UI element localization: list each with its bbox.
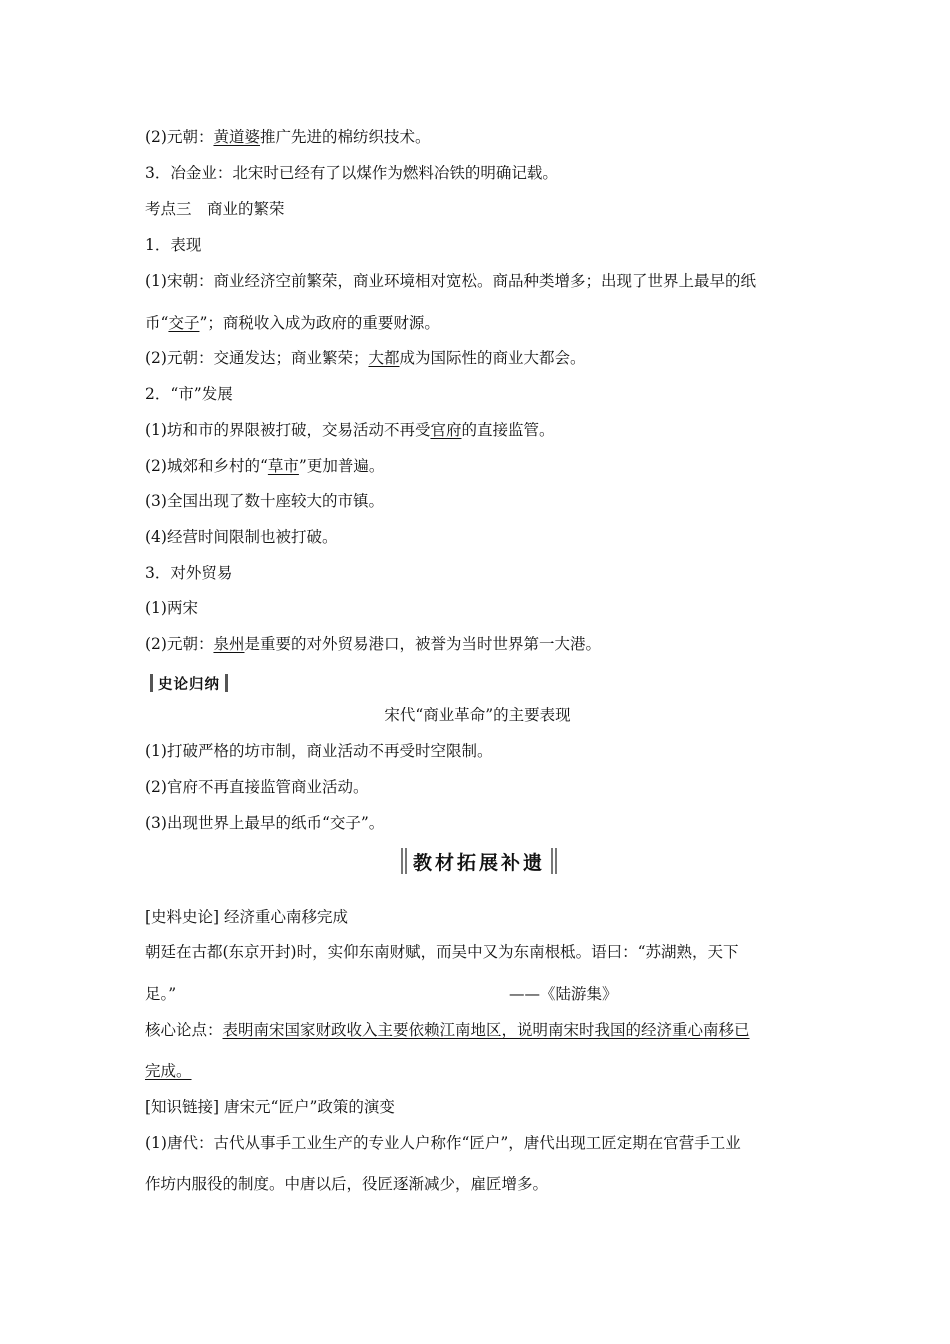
text-line: 3．冶金业：北宋时已经有了以煤作为燃料冶铁的明确记载。 (145, 164, 558, 182)
text-line: 核心论点：表明南宋国家财政收入主要依赖江南地区，说明南宋时我国的经济重心南移已 (145, 1021, 750, 1039)
text-line: (1)坊和市的界限被打破，交易活动不再受官府的直接监管。 (145, 421, 555, 439)
text-line: [史料史论] 经济重心南移完成 (145, 908, 349, 926)
text-line: 作坊内服役的制度。中唐以后，役匠逐渐减少，雇匠增多。 (145, 1175, 549, 1193)
text-line: (1)两宋 (145, 599, 198, 617)
text-line: [知识链接] 唐宋元“匠户”政策的演变 (145, 1098, 395, 1116)
text-line: (2)官府不再直接监管商业活动。 (145, 778, 369, 796)
text-line: 3．对外贸易 (145, 564, 233, 582)
summary-title: 宋代“商业革命”的主要表现 (384, 706, 571, 724)
answer-blank: 完成。 (145, 1062, 192, 1080)
text-line: 足。” ——《陆游集》 (145, 985, 618, 1003)
answer-blank: 泉州 (213, 635, 245, 653)
text-line: 币“交子”；商税收入成为政府的重要财源。 (145, 314, 440, 332)
text-line: (1)打破严格的坊市制，商业活动不再受时空限制。 (145, 742, 493, 760)
text-line: 朝廷在古都(东京开封)时，实仰东南财赋，而吴中又为东南根柢。语曰：“苏湖熟，天下 (145, 943, 739, 961)
answer-blank: 大都 (368, 349, 400, 367)
section-banner: 教材拓展补遗 (395, 845, 563, 877)
tag-bar-left (150, 674, 153, 692)
text-line: (2)元朝：黄道婆推广先进的棉纺织技术。 (145, 128, 431, 146)
answer-blank: 黄道婆 (213, 128, 260, 146)
answer-blank: 交子 (168, 314, 200, 332)
answer-blank: 官府 (430, 421, 462, 439)
section-heading: 考点三 商业的繁荣 (145, 200, 285, 218)
text-line: (4)经营时间限制也被打破。 (145, 528, 338, 546)
text-line: (3)出现世界上最早的纸币“交子”。 (145, 814, 385, 832)
citation: ——《陆游集》 (509, 985, 618, 1003)
text-line: (1)宋朝：商业经济空前繁荣，商业环境相对宽松。商品种类增多；出现了世界上最早的纸 (145, 272, 756, 290)
banner-bars-left (401, 848, 407, 874)
tag-bar-right (225, 674, 228, 692)
text-line: (2)元朝：交通发达；商业繁荣；大都成为国际性的商业大都会。 (145, 349, 586, 367)
text-line: (1)唐代：古代从事手工业生产的专业人户称作“匠户”，唐代出现工匠定期在官营手工业 (145, 1134, 741, 1152)
text-line: (2)城郊和乡村的“草市”更加普遍。 (145, 457, 385, 475)
text-line (145, 1060, 810, 1082)
answer-blank: 表明南宋国家财政收入主要依赖江南地区，说明南宋时我国的经济重心南移已 (222, 1021, 750, 1039)
answer-blank: 草市 (267, 457, 299, 475)
text-line: (2)元朝：泉州是重要的对外贸易港口，被誉为当时世界第一大港。 (145, 635, 601, 653)
text-line: 2．“市”发展 (145, 385, 233, 403)
text-line: (3)全国出现了数十座较大的市镇。 (145, 492, 384, 510)
text-line: 1．表现 (145, 236, 202, 254)
banner-bars-right (551, 848, 557, 874)
summary-tag: 史论归纳 (145, 672, 233, 694)
